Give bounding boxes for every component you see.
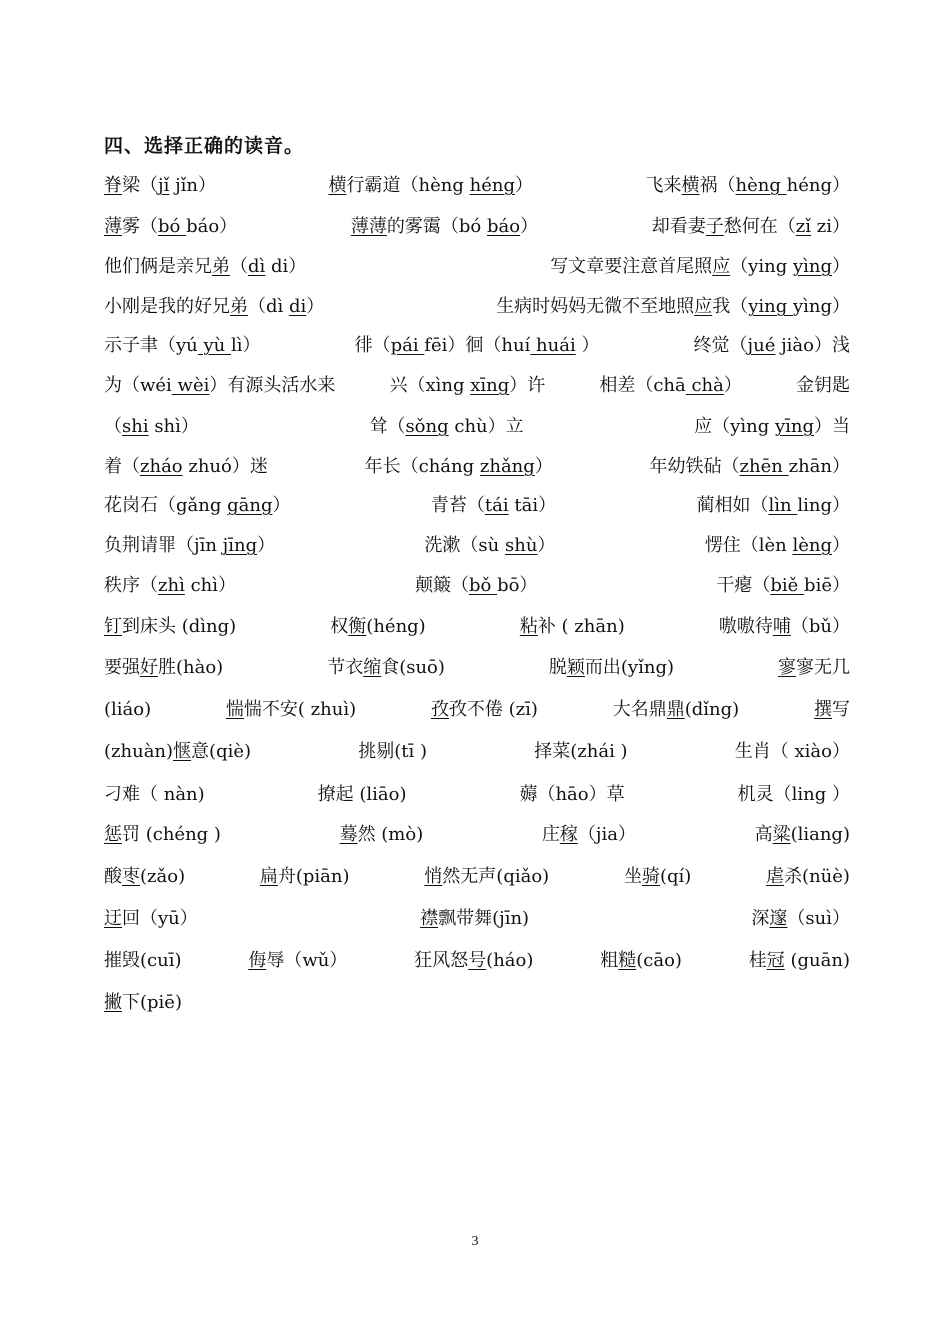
- item-text: di）: [265, 256, 307, 277]
- pronunciation-item: [600, 946, 682, 972]
- exercise-line: [104, 412, 850, 440]
- pronunciation-item: [697, 491, 850, 517]
- item-text: 挑剔(tī ): [358, 741, 428, 762]
- exercise-line: [104, 820, 850, 848]
- item-text: （: [104, 416, 122, 437]
- underlined-text: 蓦: [339, 824, 358, 845]
- item-text: ）: [534, 456, 553, 477]
- item-text: 年幼铁砧（: [649, 456, 740, 477]
- pronunciation-item: [104, 452, 268, 478]
- pronunciation-item: [104, 862, 185, 888]
- item-text: ）当: [813, 416, 850, 437]
- item-text: 要强: [104, 657, 140, 678]
- underlined-text: zǐ: [795, 216, 812, 237]
- underlined-text: 哺: [772, 616, 791, 637]
- item-text: 愁何在（: [723, 216, 796, 237]
- pronunciation-item: [104, 612, 236, 638]
- pronunciation-item: [104, 292, 324, 318]
- item-text: 深: [751, 908, 770, 929]
- item-text: 终觉（: [693, 335, 748, 356]
- underlined-text: 糙: [618, 950, 637, 971]
- underlined-text: 冠: [766, 950, 785, 971]
- underlined-text: 邃: [769, 908, 788, 929]
- item-text: (zhuàn): [104, 741, 174, 762]
- page-number: 3: [471, 1234, 479, 1249]
- underlined-text: 薄: [104, 216, 122, 237]
- exercise-line: [104, 780, 850, 808]
- underlined-text: 缩: [363, 657, 382, 678]
- underlined-text: yù: [197, 335, 231, 356]
- underlined-text: 应: [712, 256, 731, 277]
- item-text: 到床头 (dìng): [122, 616, 237, 637]
- item-text: 罚 (chéng ): [122, 824, 221, 845]
- pronunciation-item: [260, 862, 350, 888]
- pronunciation-item: [104, 331, 261, 357]
- pronunciation-item: [624, 862, 691, 888]
- pronunciation-item: [104, 212, 237, 238]
- underlined-text: 横: [681, 175, 700, 196]
- pronunciation-item: [550, 252, 850, 278]
- item-text: （: [230, 256, 248, 277]
- underlined-text: 骑: [641, 866, 660, 887]
- item-text: 兴（xìng: [389, 375, 471, 396]
- item-text: 耸（: [369, 416, 406, 437]
- pronunciation-item: [104, 780, 205, 806]
- item-text: 行霸道（hèng: [346, 175, 470, 196]
- item-text: (háo): [486, 950, 534, 971]
- item-text: 而出(yǐng): [584, 657, 674, 678]
- underlined-text: 寥: [777, 657, 796, 678]
- item-text: （bǔ）: [790, 616, 850, 637]
- item-text: 食(suō): [381, 657, 445, 678]
- pronunciation-item: [104, 491, 290, 517]
- item-text: 相差（chā: [599, 375, 686, 396]
- underlined-text: dì: [248, 256, 266, 277]
- item-text: zhuó）迷: [182, 456, 268, 477]
- item-text: 嗷嗷待: [718, 616, 773, 637]
- underlined-text: 惬: [173, 741, 192, 762]
- item-text: 青苔（: [430, 495, 485, 516]
- item-text: 意(qiè): [191, 741, 252, 762]
- pronunciation-item: [796, 371, 850, 397]
- pronunciation-item: [104, 571, 236, 597]
- item-text: 回（yū）: [122, 908, 198, 929]
- pronunciation-item: [104, 531, 275, 557]
- exercise-line: [104, 612, 850, 640]
- item-text: zi）: [811, 216, 850, 237]
- item-text: 蔺相如（: [696, 495, 769, 516]
- item-text: 辱（wǔ）: [266, 950, 348, 971]
- pronunciation-item: [431, 491, 556, 517]
- underlined-text: 稼: [559, 824, 578, 845]
- item-text: 下(piē): [122, 992, 182, 1013]
- item-text: ）: [515, 175, 533, 196]
- item-text: 桂: [748, 950, 767, 971]
- underlined-text: zhǎng: [479, 456, 535, 477]
- item-text: 负荆请罪（jīn: [104, 535, 223, 556]
- item-text: 生病时妈妈无微不至地照: [496, 296, 695, 317]
- underlined-text: lìn: [768, 495, 798, 516]
- underlined-text: zhēn: [739, 456, 789, 477]
- item-text: 择菜(zhái ): [534, 741, 628, 762]
- underlined-text: di: [289, 296, 307, 317]
- underlined-text: 颖: [566, 657, 585, 678]
- item-text: 寥无几: [795, 657, 850, 678]
- item-text: 小刚是我的好兄: [104, 296, 230, 317]
- pronunciation-item: [520, 612, 625, 638]
- pronunciation-item: [766, 862, 850, 888]
- item-text: 酸: [104, 866, 122, 887]
- pronunciation-item: [778, 653, 850, 679]
- underlined-text: 惩: [104, 824, 122, 845]
- underlined-text: 撇: [104, 992, 122, 1013]
- pronunciation-item: [104, 412, 199, 438]
- exercise-line: [104, 946, 850, 974]
- item-text: 权: [330, 616, 349, 637]
- underlined-text: 孜: [430, 699, 449, 720]
- item-text: 舟(piān): [277, 866, 350, 887]
- item-text: 写文章要注意首尾照: [550, 256, 713, 277]
- item-text: 狂风怒: [414, 950, 469, 971]
- pronunciation-item: [496, 292, 850, 318]
- exercise-line: [104, 571, 850, 599]
- item-text: shì）: [148, 416, 199, 437]
- exercise-line: [104, 252, 850, 280]
- item-text: 庄: [541, 824, 560, 845]
- item-text: （dì: [248, 296, 290, 317]
- pronunciation-item: [735, 737, 850, 763]
- pronunciation-item: [226, 695, 356, 721]
- underlined-text: jǐ: [158, 175, 170, 196]
- item-text: ling）: [797, 495, 850, 516]
- underlined-text: bó: [158, 216, 187, 237]
- item-text: 机灵（ling ）: [737, 784, 850, 805]
- item-text: 着（: [104, 456, 140, 477]
- pronunciation-item: [749, 946, 850, 972]
- exercise-line: [104, 653, 850, 681]
- pronunciation-item: [431, 695, 538, 721]
- exercise-line: [104, 737, 850, 765]
- underlined-text: 好: [140, 657, 158, 678]
- underlined-text: 枣: [122, 866, 140, 887]
- pronunciation-item: [104, 371, 335, 397]
- pronunciation-item: [719, 612, 850, 638]
- underlined-text: 扁: [259, 866, 278, 887]
- underlined-text: 粘: [519, 616, 538, 637]
- pronunciation-item: [358, 737, 427, 763]
- exercise-line: [104, 862, 850, 890]
- underlined-text: 悄: [424, 866, 443, 887]
- underlined-text: 撰: [814, 699, 832, 720]
- item-text: 花岗石（gǎng: [104, 495, 228, 516]
- item-text: 节衣: [327, 657, 364, 678]
- underlined-text: tái: [484, 495, 509, 516]
- item-text: 我（: [712, 296, 749, 317]
- pronunciation-item: [369, 412, 523, 438]
- item-text: 补 ( zhān): [537, 616, 625, 637]
- underlined-text: 鼎: [666, 699, 685, 720]
- item-text: 干瘪（: [716, 575, 771, 596]
- item-text: yìng）: [792, 296, 850, 317]
- item-text: ）有源头活水来: [209, 375, 336, 396]
- item-text: 示子聿（yú: [104, 335, 198, 356]
- exercise-line: [104, 988, 850, 1016]
- underlined-text: 钉: [104, 616, 122, 637]
- item-text: （jia）: [577, 824, 636, 845]
- item-text: 为（wéi: [104, 375, 172, 396]
- item-text: 大名鼎: [612, 699, 667, 720]
- underlined-text: 侮: [248, 950, 267, 971]
- underlined-text: héng: [469, 175, 515, 196]
- pronunciation-item: [424, 531, 555, 557]
- underlined-text: lèng: [792, 535, 832, 556]
- item-text: 却看妻: [651, 216, 706, 237]
- item-text: （ying: [730, 256, 793, 277]
- item-text: ）: [257, 535, 276, 556]
- pronunciation-item: [755, 820, 850, 846]
- item-text: (guān): [784, 950, 850, 971]
- exercise-line: [104, 904, 850, 932]
- pronunciation-item: [340, 820, 424, 846]
- section-heading: 四、选择正确的读音。: [104, 135, 305, 157]
- item-text: 孜不倦 (zī): [448, 699, 538, 720]
- item-text: (héng): [366, 616, 426, 637]
- item-text: 金钥匙: [795, 375, 850, 396]
- item-text: (liáo): [104, 699, 152, 720]
- pronunciation-item: [751, 904, 850, 930]
- item-text: 徘（: [354, 335, 391, 356]
- underlined-text: yìng: [792, 256, 832, 277]
- item-text: (cāo): [636, 950, 682, 971]
- pronunciation-item: [104, 653, 223, 679]
- item-text: ）: [272, 495, 291, 516]
- underlined-text: pái: [390, 335, 425, 356]
- pronunciation-item: [652, 212, 850, 238]
- underlined-text: jué: [747, 335, 776, 356]
- item-text: ）: [723, 375, 742, 396]
- item-text: 雾（: [122, 216, 158, 237]
- underlined-text: 薄薄: [350, 216, 387, 237]
- underlined-text: hèng: [735, 175, 787, 196]
- pronunciation-item: [650, 452, 850, 478]
- underlined-text: zháo: [140, 456, 183, 477]
- pronunciation-item: [694, 412, 850, 438]
- underlined-text: shù: [504, 535, 538, 556]
- pronunciation-item: [104, 699, 151, 720]
- item-text: chù）立: [448, 416, 524, 437]
- item-text: 高: [754, 824, 773, 845]
- item-text: báo）: [186, 216, 238, 237]
- item-text: （suì）: [787, 908, 850, 929]
- item-text: ）: [520, 216, 539, 237]
- pronunciation-item: [104, 988, 182, 1014]
- item-text: ）: [832, 256, 850, 277]
- underlined-text: 虐: [766, 866, 785, 887]
- pronunciation-item: [534, 737, 627, 763]
- pronunciation-item: [355, 331, 600, 357]
- exercise-line: [104, 331, 850, 359]
- underlined-text: 迂: [104, 908, 122, 929]
- pronunciation-item: [104, 904, 198, 930]
- exercise-line: [104, 452, 850, 480]
- pronunciation-item: [104, 171, 216, 197]
- item-text: 脱: [548, 657, 567, 678]
- underlined-text: sǒng: [405, 416, 449, 437]
- pronunciation-item: [330, 612, 425, 638]
- underlined-text: 弟: [212, 256, 230, 277]
- underlined-text: huái: [530, 335, 576, 356]
- pronunciation-item: [104, 946, 181, 972]
- underlined-text: báo: [486, 216, 521, 237]
- underlined-text: jīng: [222, 535, 258, 556]
- underlined-text: yīng: [774, 416, 814, 437]
- item-text: 惴不安( zhuì): [243, 699, 357, 720]
- pronunciation-item: [549, 653, 674, 679]
- underlined-text: 应: [694, 296, 713, 317]
- item-text: 摧毁(cuī): [104, 950, 182, 971]
- underlined-text: gāng: [227, 495, 273, 516]
- item-text: 他们俩是亲兄: [104, 256, 212, 277]
- underlined-text: shi: [122, 416, 149, 437]
- underlined-text: 横: [328, 175, 347, 196]
- underlined-text: 襟: [420, 908, 439, 929]
- pronunciation-item: [814, 695, 850, 721]
- pronunciation-item: [329, 171, 533, 197]
- item-text: 薅（hāo）草: [519, 784, 625, 805]
- item-text: 洗漱（sù: [424, 535, 505, 556]
- underlined-text: xīng: [470, 375, 510, 396]
- item-text: 梁（: [122, 175, 158, 196]
- item-text: 杀(nüè): [784, 866, 850, 887]
- pronunciation-item: [318, 780, 407, 806]
- underlined-text: 子: [705, 216, 724, 237]
- exercise-line: [104, 695, 850, 723]
- underlined-text: bǒ: [468, 575, 498, 596]
- exercise-line: [104, 292, 850, 320]
- underlined-text: zhì: [158, 575, 185, 596]
- item-text: chì）: [184, 575, 236, 596]
- pronunciation-item: [389, 371, 545, 397]
- item-text: (dǐng): [684, 699, 740, 720]
- item-text: 祸（: [699, 175, 736, 196]
- pronunciation-item: [104, 252, 306, 278]
- pronunciation-item: [542, 820, 636, 846]
- item-text: bō）: [497, 575, 538, 596]
- item-text: 然 (mò): [357, 824, 424, 845]
- underlined-text: 衡: [348, 616, 367, 637]
- pronunciation-item: [351, 212, 538, 238]
- item-text: lì）: [230, 335, 261, 356]
- item-text: 颠簸（: [414, 575, 469, 596]
- pronunciation-item: [738, 780, 850, 806]
- underlined-text: 号: [468, 950, 487, 971]
- item-text: 飘带舞(jīn): [438, 908, 530, 929]
- item-text: (zǎo): [140, 866, 186, 887]
- item-text: 愣住（lèn: [704, 535, 793, 556]
- item-text: 飞来: [645, 175, 682, 196]
- item-text: ）: [537, 535, 556, 556]
- pronunciation-item: [599, 371, 742, 397]
- exercise-line: [104, 371, 850, 399]
- item-text: tāi）: [508, 495, 557, 516]
- pronunciation-item: [420, 904, 529, 930]
- pronunciation-item: [104, 820, 221, 846]
- underlined-text: biě: [770, 575, 805, 596]
- item-text: jiào）浅: [775, 335, 850, 356]
- item-text: ）: [832, 535, 850, 556]
- item-text: ）: [575, 335, 600, 356]
- item-text: (qí): [659, 866, 692, 887]
- underlined-text: ying: [748, 296, 793, 317]
- underlined-text: 粱: [772, 824, 791, 845]
- exercise-line: [104, 212, 850, 240]
- item-text: ）: [306, 296, 325, 317]
- item-text: 然无声(qiǎo): [442, 866, 550, 887]
- item-text: 写: [832, 699, 850, 720]
- item-text: biē）: [804, 575, 850, 596]
- item-text: ）许: [509, 375, 546, 396]
- pronunciation-item: [424, 862, 549, 888]
- item-text: héng）: [786, 175, 850, 196]
- item-text: 刁难（ nàn): [104, 784, 205, 805]
- pronunciation-item: [414, 946, 533, 972]
- item-text: 生肖（ xiào）: [734, 741, 850, 762]
- item-text: (liang): [790, 824, 850, 845]
- pronunciation-item: [415, 571, 537, 597]
- exercise-line: [104, 491, 850, 519]
- item-text: 粗: [600, 950, 619, 971]
- pronunciation-item: [327, 653, 445, 679]
- pronunciation-item: [248, 946, 347, 972]
- item-text: 坐: [623, 866, 642, 887]
- item-text: fēi）徊（huí: [424, 335, 531, 356]
- item-text: jǐn）: [169, 175, 216, 196]
- item-text: 年长（cháng: [364, 456, 480, 477]
- pronunciation-item: [613, 695, 739, 721]
- item-text: 撩起 (liāo): [317, 784, 407, 805]
- underlined-text: 惴: [225, 699, 244, 720]
- underlined-text: chà: [685, 375, 724, 396]
- pronunciation-item: [716, 571, 850, 597]
- underlined-text: 弟: [230, 296, 248, 317]
- underlined-text: 脊: [104, 175, 122, 196]
- exercise-line: [104, 531, 850, 559]
- item-text: 秩序（: [104, 575, 158, 596]
- pronunciation-item: [646, 171, 850, 197]
- item-text: 的雾霭（bó: [386, 216, 487, 237]
- pronunciation-item: [694, 331, 850, 357]
- pronunciation-item: [705, 531, 850, 557]
- pronunciation-item: [519, 780, 624, 806]
- item-text: 胜(hào): [158, 657, 224, 678]
- item-text: 应（yìng: [694, 416, 775, 437]
- pronunciation-item: [365, 452, 553, 478]
- pronunciation-item: [104, 737, 251, 763]
- item-text: zhān）: [788, 456, 850, 477]
- exercise-line: [104, 171, 850, 199]
- underlined-text: wèi: [171, 375, 210, 396]
